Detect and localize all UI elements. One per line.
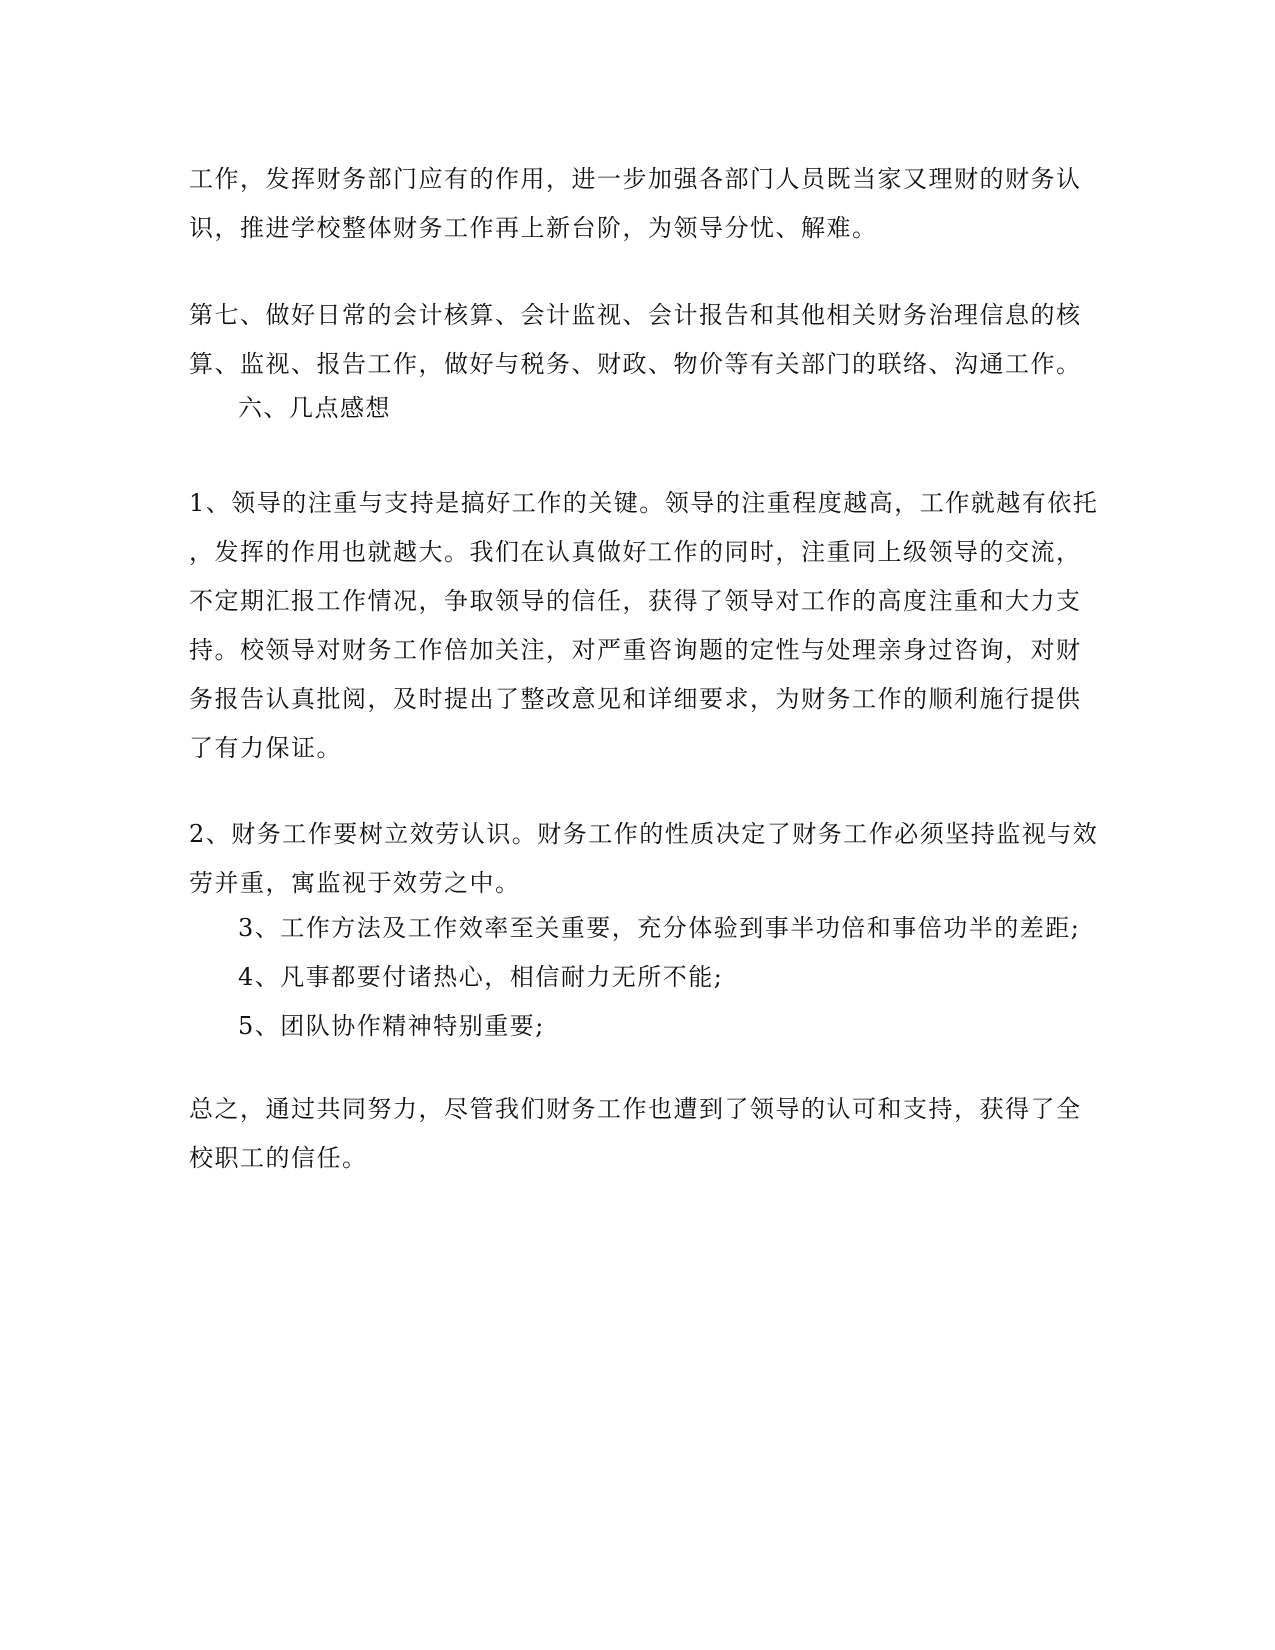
paragraph-service-awareness bbox=[189, 810, 1099, 908]
text-line: 识，推进学校整体财务工作再上新台阶，为领导分忧、解难。 bbox=[189, 214, 878, 242]
paragraph-finance-role bbox=[189, 155, 1089, 253]
list-item: 4、凡事都要付诸热心，相信耐力无所不能; bbox=[238, 963, 724, 991]
paragraph-leadership-support bbox=[189, 479, 1099, 773]
text-line: 持。校领导对财务工作倍加关注，对严重咨询题的定性与处理亲身过咨询，对财 bbox=[189, 636, 1082, 664]
heading-text: 六、几点感想 bbox=[238, 394, 391, 422]
paragraph-conclusion bbox=[189, 1085, 1089, 1183]
list-reflection-items bbox=[238, 904, 1138, 1051]
text-line: ，发挥的作用也就越大。我们在认真做好工作的同时，注重同上级领导的交流， bbox=[189, 538, 1082, 566]
text-line: 总之，通过共同努力，尽管我们财务工作也遭到了领导的认可和支持，获得了全 bbox=[189, 1095, 1082, 1123]
text-line: 校职工的信任。 bbox=[189, 1144, 368, 1172]
section-heading-reflections bbox=[238, 384, 1138, 433]
text-line: 不定期汇报工作情况，争取领导的信任，获得了领导对工作的高度注重和大力支 bbox=[189, 587, 1082, 615]
text-line: 1、领导的注重与支持是搞好工作的关键。领导的注重程度越高，工作就越有依托 bbox=[189, 489, 1099, 517]
list-item: 5、团队协作精神特别重要; bbox=[238, 1012, 545, 1040]
text-line: 务报告认真批阅，及时提出了整改意见和详细要求，为财务工作的顺利施行提供 bbox=[189, 685, 1082, 713]
text-line: 劳并重，寓监视于效劳之中。 bbox=[189, 869, 521, 897]
text-line: 算、监视、报告工作，做好与税务、财政、物价等有关部门的联络、沟通工作。 bbox=[189, 350, 1082, 378]
text-line: 2、财务工作要树立效劳认识。财务工作的性质决定了财务工作必须坚持监视与效 bbox=[189, 820, 1099, 848]
paragraph-seventh-item bbox=[189, 291, 1089, 389]
text-line: 工作，发挥财务部门应有的作用，进一步加强各部门人员既当家又理财的财务认 bbox=[189, 165, 1082, 193]
list-item: 3、工作方法及工作效率至关重要，充分体验到事半功倍和事倍功半的差距; bbox=[238, 914, 1081, 942]
text-line: 了有力保证。 bbox=[189, 734, 342, 762]
text-line: 第七、做好日常的会计核算、会计监视、会计报告和其他相关财务治理信息的核 bbox=[189, 301, 1082, 329]
